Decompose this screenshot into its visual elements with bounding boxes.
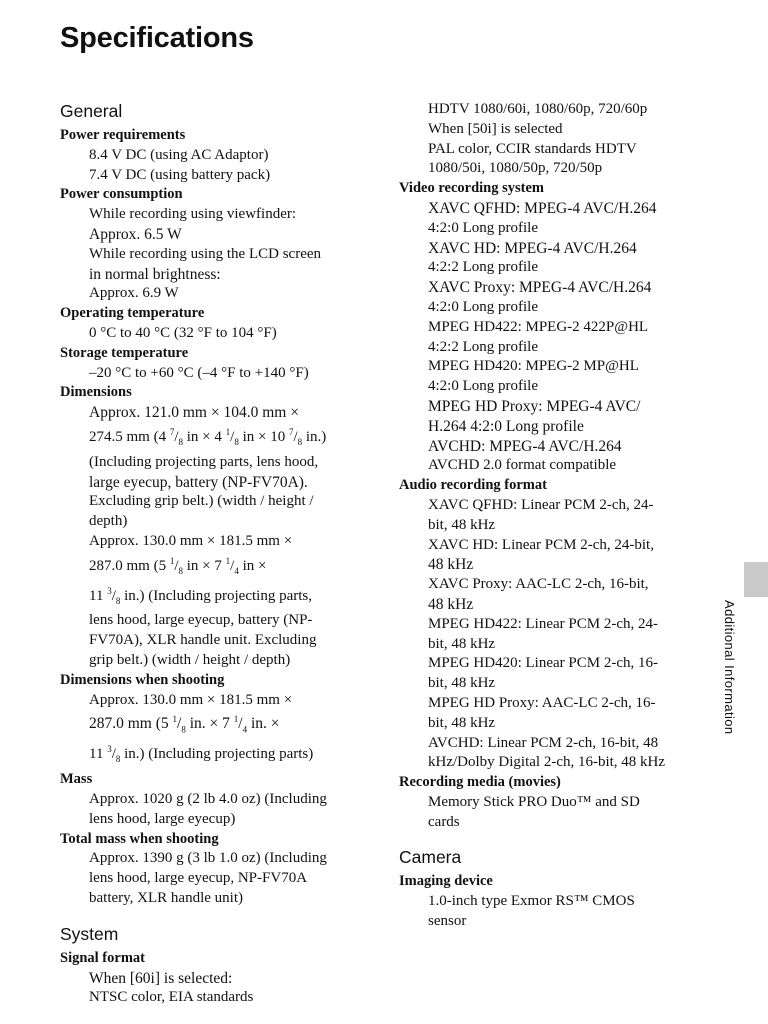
spec-line: 48 kHz — [428, 556, 474, 574]
term-dimensions-when-shooting: Dimensions when shooting — [60, 671, 225, 688]
spec-line: bit, 48 kHz — [428, 714, 496, 731]
spec-line: sensor — [428, 913, 467, 930]
spec-line: XAVC HD: MPEG-4 AVC/H.264 — [428, 239, 637, 257]
spec-line: HDTV 1080/60i, 1080/60p, 720/60p — [428, 101, 648, 117]
spec-line: 8.4 V DC (using AC Adaptor) — [89, 146, 269, 163]
spec-line: MPEG HD420: Linear PCM 2-ch, 16- — [428, 655, 658, 672]
spec-line: AVCHD 2.0 format compatible — [428, 457, 617, 474]
term-mass: Mass — [60, 771, 93, 788]
spec-line: lens hood, large eyecup, battery (NP- — [89, 612, 313, 629]
spec-line: MPEG HD Proxy: AAC-LC 2-ch, 16- — [428, 694, 656, 711]
spec-line: 4:2:2 Long profile — [428, 338, 538, 355]
spec-line: XAVC Proxy: AAC-LC 2-ch, 16-bit, — [428, 576, 649, 593]
spec-line: bit, 48 kHz — [428, 675, 496, 692]
spec-line: lens hood, large eyecup, NP-FV70A — [89, 870, 308, 887]
page-title: Specifications — [60, 22, 254, 54]
section-heading-system: System — [60, 923, 119, 944]
spec-line: 4:2:0 Long profile — [428, 298, 538, 315]
term-video-recording-system: Video recording system — [399, 180, 544, 197]
spec-line: FV70A), XLR handle unit. Excluding — [89, 632, 317, 649]
spec-line: grip belt.) (width / height / depth) — [89, 651, 291, 668]
term-total-mass: Total mass when shooting — [60, 830, 219, 847]
spec-line-fraction: 287.0 mm (5 $^1/_8$ in. × 7 $^1/_4$ in. × — [89, 714, 280, 735]
spec-line: AVCHD: Linear PCM 2-ch, 16-bit, 48 — [428, 734, 659, 751]
spec-line: lens hood, large eyecup) — [89, 810, 236, 827]
spec-line: XAVC QFHD: Linear PCM 2-ch, 24- — [428, 496, 654, 513]
section-heading-general: General — [60, 101, 123, 121]
left-column — [60, 100, 360, 1008]
spec-line: depth) — [89, 513, 128, 530]
spec-line: Approx. 6.9 W — [89, 285, 179, 302]
term-operating-temperature: Operating temperature — [60, 305, 205, 322]
spec-line: 0 °C to 40 °C (32 °F to 104 °F) — [89, 324, 277, 341]
spec-line: bit, 48 kHz — [428, 635, 496, 652]
spec-line: –20 °C to +60 °C (–4 °F to +140 °F) — [89, 364, 309, 381]
spec-line: 4:2:0 Long profile — [428, 378, 538, 395]
spec-line: cards — [428, 813, 460, 830]
spec-line-fraction: 287.0 mm (5 $^1/_8$ in × 7 $^1/_4$ in × — [89, 555, 267, 576]
spec-line: XAVC HD: Linear PCM 2-ch, 24-bit, — [428, 536, 654, 553]
spec-line-fraction: 11 $^3/_8$ in.) (Including projecting parts, — [89, 585, 312, 606]
spec-line: NTSC color, EIA standards — [89, 989, 254, 1006]
spec-line: 1080/50i, 1080/50p, 720/50p — [428, 160, 603, 177]
spec-line: Approx. 130.0 mm × 181.5 mm × — [89, 691, 293, 708]
term-audio-recording-format: Audio recording format — [399, 477, 547, 494]
spec-line: While recording using the LCD screen — [89, 245, 322, 262]
spec-line: Approx. 121.0 mm × 104.0 mm × — [89, 404, 299, 422]
chapter-tab-marker — [744, 562, 768, 597]
spec-line: PAL color, CCIR standards HDTV — [428, 140, 637, 157]
spec-line: 7.4 V DC (using battery pack) — [89, 166, 271, 183]
spec-line: MPEG HD422: MPEG-2 422P@HL — [428, 318, 649, 335]
spec-line: battery, XLR handle unit) — [89, 889, 243, 906]
spec-line: MPEG HD Proxy: MPEG-4 AVC/ — [428, 397, 641, 415]
term-dimensions: Dimensions — [60, 384, 132, 401]
spec-line: 48 kHz — [428, 595, 474, 613]
spec-line: kHz/Dolby Digital 2-ch, 16-bit, 48 kHz — [428, 754, 666, 771]
spec-line: Approx. 130.0 mm × 181.5 mm × — [89, 532, 293, 549]
spec-line: in normal brightness: — [89, 265, 221, 283]
spec-line: Approx. 1390 g (3 lb 1.0 oz) (Including — [89, 850, 327, 867]
spec-line: Excluding grip belt.) (width / height / — [89, 493, 314, 510]
spec-line: large eyecup, battery (NP-FV70A). — [89, 473, 308, 491]
chapter-side-label: Additional Information — [722, 600, 737, 735]
term-power-consumption: Power consumption — [60, 186, 183, 203]
spec-line-fraction: 274.5 mm (4 $^7/_8$ in × 4 $^1/_8$ in × 10 $^7/_8$ in.) — [89, 426, 327, 447]
spec-line: 4:2:2 Long profile — [428, 259, 538, 276]
term-power-requirements: Power requirements — [60, 127, 186, 143]
spec-line: 1.0-inch type Exmor RS™ CMOS — [428, 893, 635, 910]
spec-line: XAVC QFHD: MPEG-4 AVC/H.264 — [428, 199, 657, 217]
spec-line: XAVC Proxy: MPEG-4 AVC/H.264 — [428, 279, 652, 297]
spec-line: 4:2:0 Long profile — [428, 219, 538, 236]
spec-line: Approx. 6.5 W — [89, 225, 182, 243]
right-column — [399, 100, 699, 932]
spec-line: AVCHD: MPEG-4 AVC/H.264 — [428, 437, 622, 455]
spec-line: H.264 4:2:0 Long profile — [428, 417, 584, 435]
term-imaging-device: Imaging device — [399, 873, 493, 890]
spec-line: Memory Stick PRO Duo™ and SD — [428, 793, 640, 810]
spec-line: MPEG HD420: MPEG-2 MP@HL — [428, 358, 639, 375]
spec-line: When [60i] is selected: — [89, 969, 233, 987]
spec-line: MPEG HD422: Linear PCM 2-ch, 24- — [428, 615, 658, 632]
spec-line: While recording using viewfinder: — [89, 206, 297, 223]
section-heading-camera: Camera — [399, 847, 462, 868]
spec-line: Approx. 1020 g (2 lb 4.0 oz) (Including — [89, 790, 327, 807]
spec-line: bit, 48 kHz — [428, 516, 496, 533]
spec-line-fraction: 11 $^3/_8$ in.) (Including projecting parts) — [89, 744, 314, 765]
term-signal-format: Signal format — [60, 949, 145, 966]
term-recording-media: Recording media (movies) — [399, 774, 561, 791]
term-storage-temperature: Storage temperature — [60, 344, 189, 361]
spec-line: When [50i] is selected — [428, 120, 563, 137]
spec-line: (Including projecting parts, lens hood, — [89, 453, 319, 470]
